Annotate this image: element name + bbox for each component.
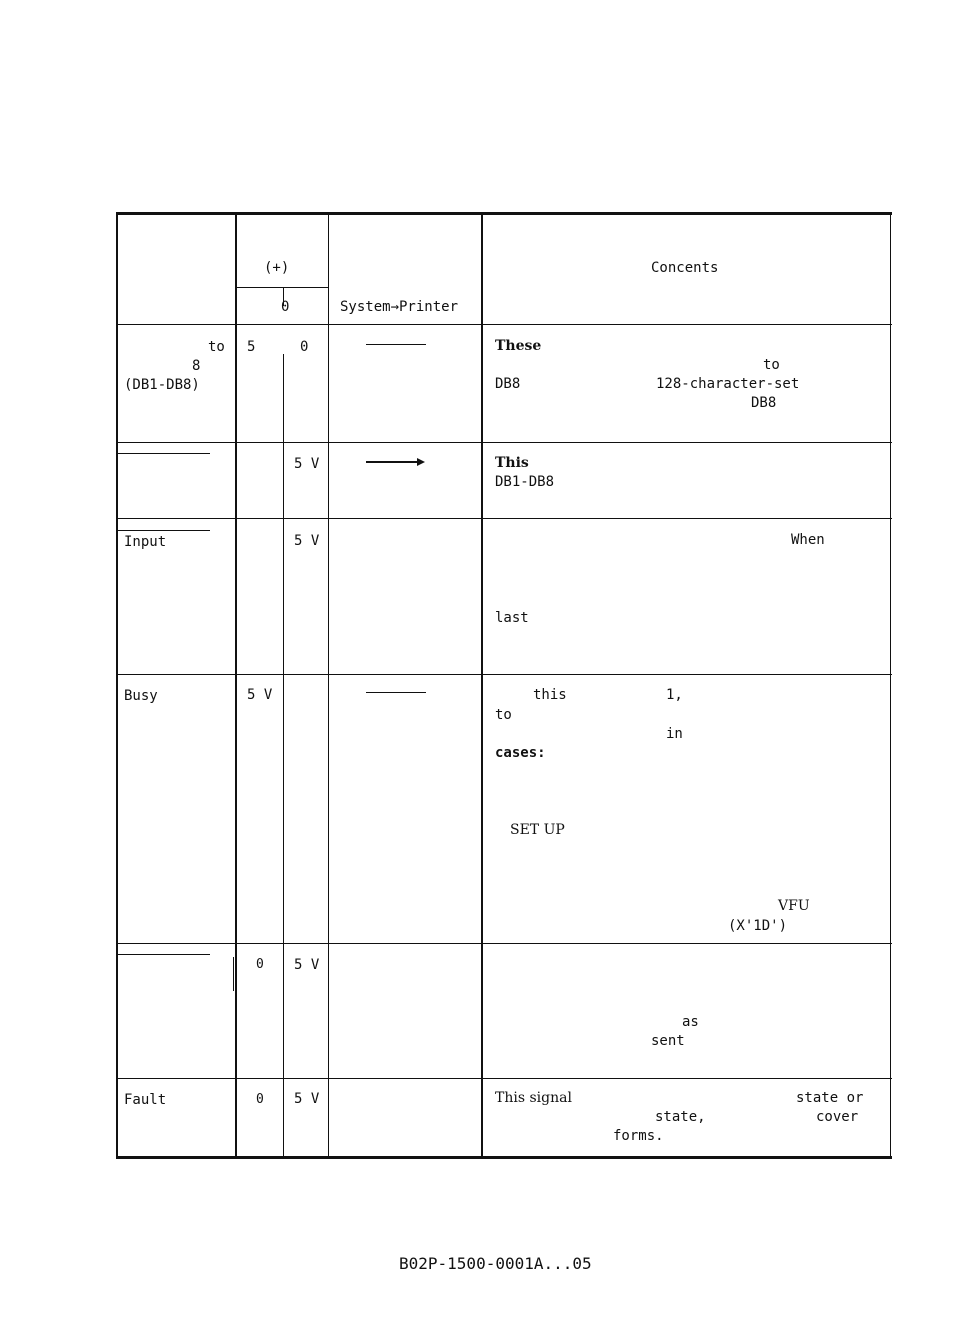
contents-text: last xyxy=(495,610,529,626)
contents-text: cases: xyxy=(495,745,546,761)
signal-overline xyxy=(118,954,210,955)
contents-text: cover xyxy=(816,1109,859,1125)
contents-text: in xyxy=(666,726,683,742)
contents-text: These xyxy=(495,338,542,354)
contents-text: This xyxy=(495,455,529,471)
level-header-divider xyxy=(236,287,329,288)
contents-text: to xyxy=(763,357,780,373)
col-divider-level xyxy=(283,354,284,1159)
header-level-low: 0 xyxy=(281,299,290,315)
level-high: 0 xyxy=(256,1092,264,1107)
col-divider-direction xyxy=(328,212,329,1159)
contents-text: 128-character-set xyxy=(656,376,800,392)
signal-overline xyxy=(118,453,210,454)
contents-text: DB8 xyxy=(495,376,521,392)
header-direction: System→Printer xyxy=(340,299,459,315)
contents-text: VFU xyxy=(778,898,810,914)
signal-name: to xyxy=(208,339,225,355)
col-divider-signal xyxy=(235,212,237,1159)
header-contents: Concents xyxy=(651,260,719,276)
contents-text: sent xyxy=(651,1033,685,1049)
level-high: 0 xyxy=(256,957,264,972)
direction-line xyxy=(366,692,426,693)
row-separator xyxy=(116,943,892,944)
table-bottom-border xyxy=(116,1156,892,1159)
signal-bracket xyxy=(233,957,234,991)
contents-text: state, xyxy=(655,1109,706,1125)
signal-name: Input xyxy=(124,534,167,550)
table-left-border xyxy=(116,212,118,1159)
contents-text: (X'1D') xyxy=(728,918,788,934)
table-right-border xyxy=(890,212,891,1159)
direction-line xyxy=(366,344,426,345)
level-low: 5 V xyxy=(294,456,320,472)
contents-text: state or xyxy=(796,1090,864,1106)
col-divider-contents xyxy=(481,212,483,1159)
contents-text: forms. xyxy=(613,1128,664,1144)
document-code: B02P-1500-0001A...05 xyxy=(399,1254,592,1273)
signal-name: Fault xyxy=(124,1092,167,1108)
level-low: 5 V xyxy=(294,957,320,973)
level-high: 5 xyxy=(247,339,256,355)
row-separator xyxy=(116,1078,892,1079)
level-low: 5 V xyxy=(294,1091,320,1107)
level-low: 0 xyxy=(300,339,309,355)
row-separator xyxy=(116,518,892,519)
signal-name: 8 xyxy=(192,358,201,374)
direction-arrow xyxy=(366,461,418,463)
signal-name: Busy xyxy=(124,688,158,704)
contents-text: DB1-DB8 xyxy=(495,474,555,490)
contents-text: 1, xyxy=(666,687,683,703)
row-separator xyxy=(116,324,892,325)
level-high: 5 V xyxy=(247,687,273,703)
contents-text: SET UP xyxy=(510,822,565,838)
signal-overline xyxy=(118,530,210,531)
row-separator xyxy=(116,674,892,675)
level-low: 5 V xyxy=(294,533,320,549)
contents-text: to xyxy=(495,707,512,723)
row-separator xyxy=(116,442,892,443)
table-top-border xyxy=(116,212,892,215)
direction-arrow-head xyxy=(417,458,425,466)
contents-text: this xyxy=(533,687,567,703)
contents-text: When xyxy=(791,532,825,548)
contents-text: DB8 xyxy=(751,395,777,411)
signal-name: (DB1-DB8) xyxy=(124,377,200,393)
contents-text: This signal xyxy=(495,1090,572,1106)
contents-text: as xyxy=(682,1014,699,1030)
header-level: (+) xyxy=(264,260,290,276)
